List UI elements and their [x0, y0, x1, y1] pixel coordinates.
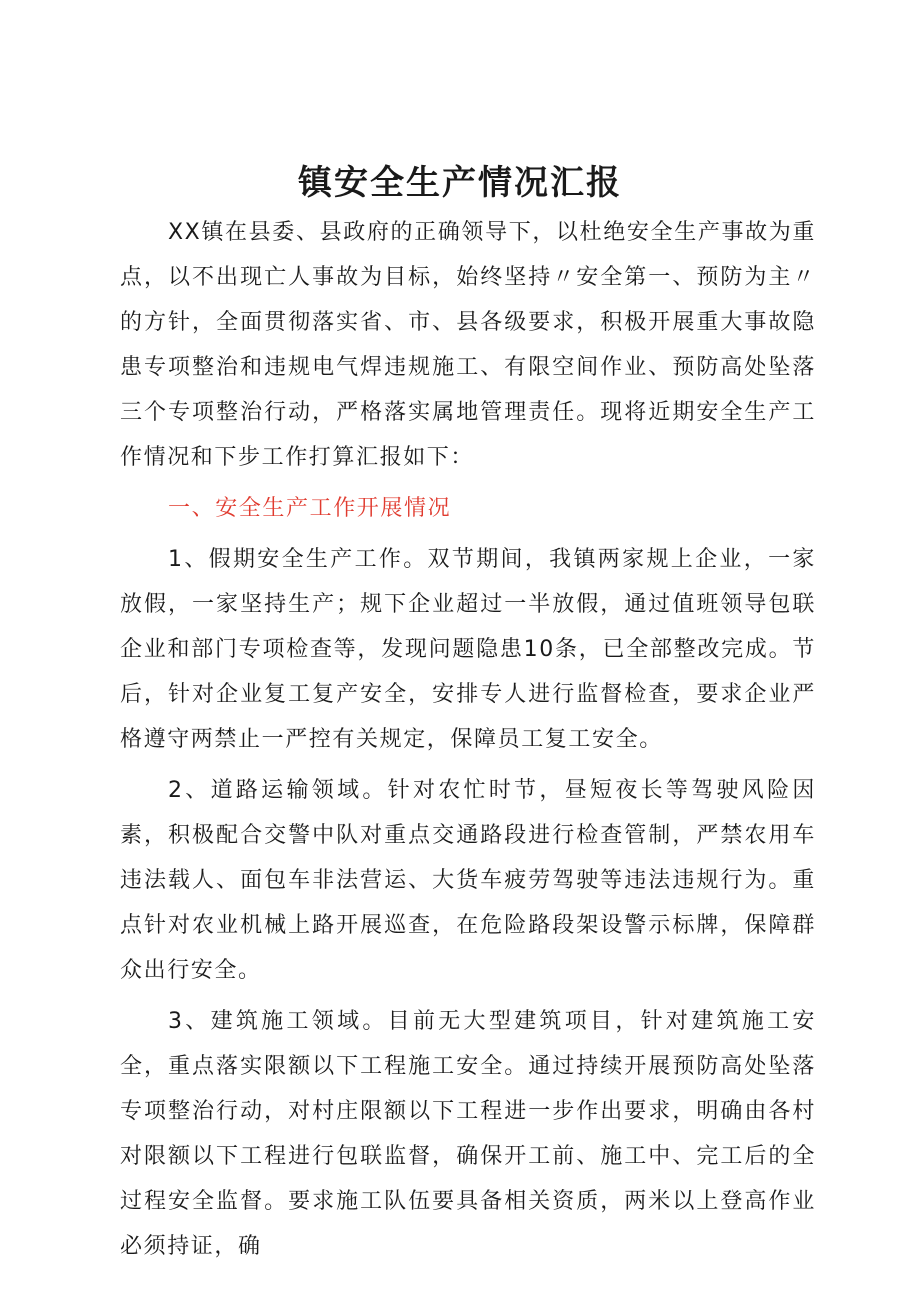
item-paragraph-3: 3、建筑施工领域。目前无大型建筑项目，针对建筑施工安全，重点落实限额以下工程施工安全。通过持续开展预防高处坠落专项整治行动，对村庄限额以下工程进一步作出要求，明确由各村对限额以下工程进行包联监督，确保开工前、施工中、完工后的全过程安全监督。要求施工队伍要具备相关资质，两米以上登高作业必须持证，确 — [120, 1009, 816, 1259]
document-body — [120, 210, 816, 1275]
intro-paragraph: XX镇在县委、县政府的正确领导下，以杜绝安全生产事故为重点，以不出现亡人事故为目标，始终坚持〃安全第一、预防为主〃的方针，全面贯彻落实省、市、县各级要求，积极开展重大事故隐患专项整治和违规电气焊违规施工、有限空间作业、预防高处坠落三个专项整治行动，严格落实属地管理责任。现将近期安全生产工作情况和下步工作打算汇报如下： — [120, 220, 816, 470]
item-paragraph-1: 1、假期安全生产工作。双节期间，我镇两家规上企业，一家放假，一家坚持生产；规下企业超过一半放假，通过值班领导包联企业和部门专项检查等，发现问题隐患10条，已全部整改完成。节后，针对企业复工复产安全，安排专人进行监督检查，要求企业严格遵守两禁止一严控有关规定，保障员工复工安全。 — [120, 547, 816, 752]
page-title: 镇安全生产情况汇报 — [298, 163, 622, 203]
item-paragraph-2: 2、道路运输领域。针对农忙时节，昼短夜长等驾驶风险因素，积极配合交警中队对重点交通路段进行检查管制，严禁农用车违法载人、面包车非法营运、大货车疲劳驾驶等违法违规行为。重点针对农业机械上路开展巡查，在危险路段架设警示标牌，保障群众出行安全。 — [120, 778, 816, 983]
section-heading: 一、安全生产工作开展情况 — [168, 496, 452, 521]
